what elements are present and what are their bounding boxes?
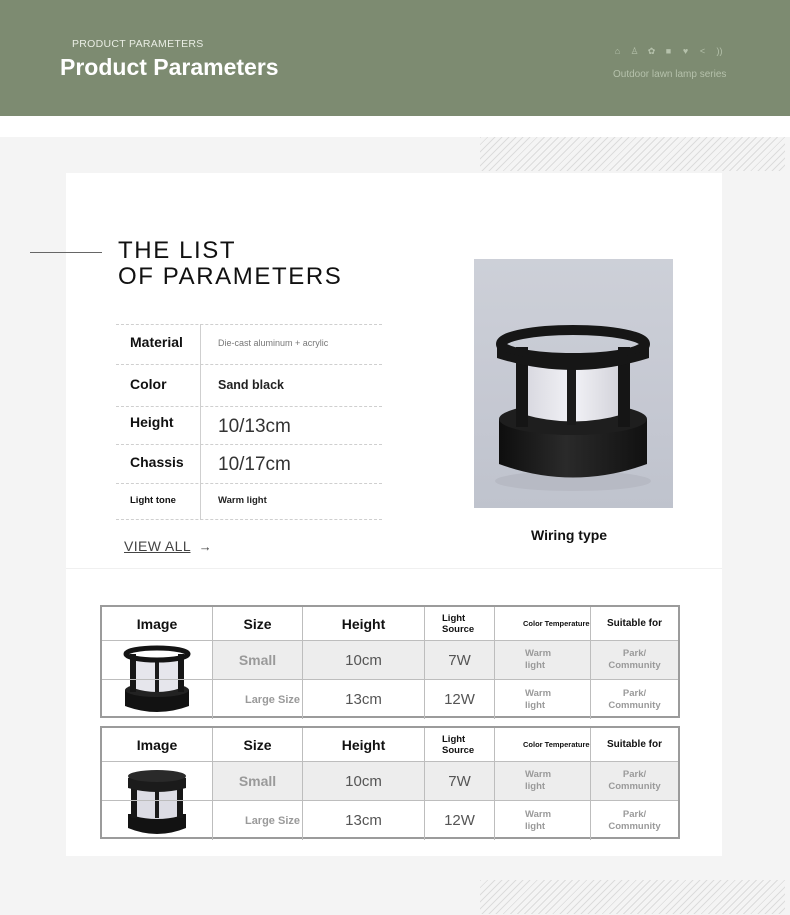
- param-label: Chassis: [130, 454, 184, 470]
- cell-suitable-for: [590, 680, 678, 719]
- col-header-size: Size: [212, 728, 302, 761]
- cell-color-temperature: [494, 762, 590, 800]
- cell-suit-text: Park/ Community: [608, 808, 661, 832]
- cell-size: Small: [212, 641, 302, 679]
- header-subtitle: PRODUCT PARAMETERS: [72, 38, 204, 50]
- col-header-suitable-for: Suitable for: [590, 607, 678, 640]
- home-icon[interactable]: ⌂: [614, 46, 621, 56]
- cell-light-source: 7W: [424, 641, 494, 679]
- share-icon[interactable]: <: [699, 46, 706, 56]
- col-header-light-source: Light Source: [424, 728, 494, 761]
- cell-size: Large Size: [212, 680, 302, 719]
- cell-height: 10cm: [302, 762, 424, 800]
- spec-row: [102, 641, 678, 680]
- col-header-size: Size: [212, 607, 302, 640]
- cell-suitable-for: [590, 762, 678, 800]
- cell-size: Small: [212, 762, 302, 800]
- param-value: 10/17cm: [218, 454, 291, 475]
- cell-light-source: 12W: [424, 801, 494, 840]
- lawn-lamp-illustration: [474, 259, 673, 508]
- param-row: [116, 364, 382, 406]
- cell-light-source: 7W: [424, 762, 494, 800]
- header-icon-row: [612, 46, 725, 57]
- param-row: [116, 324, 382, 364]
- title-rule: [30, 252, 102, 253]
- user-icon[interactable]: ♙: [630, 46, 639, 56]
- rss-icon[interactable]: )): [716, 46, 723, 56]
- list-title-line2: OF PARAMETERS: [118, 263, 343, 290]
- cell-color-temperature: [494, 801, 590, 840]
- decorative-stripes-top: [480, 137, 785, 171]
- param-value: Sand black: [218, 378, 284, 392]
- param-row: [116, 483, 382, 520]
- cell-temp-text: Warm light: [525, 769, 552, 792]
- cell-size: Large Size: [212, 801, 302, 840]
- twitter-icon[interactable]: ♥: [682, 46, 689, 56]
- param-label: Color: [130, 376, 167, 392]
- product-photo: [474, 259, 673, 508]
- view-all-label: VIEW ALL: [124, 538, 191, 554]
- col-header-height: Height: [302, 607, 424, 640]
- list-title: [118, 238, 342, 290]
- param-label: Material: [130, 334, 183, 350]
- view-all-link[interactable]: [124, 538, 212, 554]
- col-header-color-temperature: Color Temperature: [494, 607, 590, 640]
- product-caption: Wiring type: [531, 527, 608, 543]
- param-row: [116, 444, 382, 483]
- spec-header-row: [102, 607, 678, 641]
- param-label: Height: [130, 414, 174, 430]
- spec-header-row: [102, 728, 678, 762]
- col-header-height: Height: [302, 728, 424, 761]
- col-header-color-temperature: Color Temperature: [494, 728, 590, 761]
- col-header-image: Image: [136, 615, 178, 632]
- spec-table-1: [100, 605, 680, 718]
- col-header-suitable-for: Suitable for: [590, 728, 678, 761]
- param-row: [116, 406, 382, 444]
- param-value: 10/13cm: [218, 416, 291, 437]
- cell-temp-text: Warm light: [525, 648, 552, 671]
- section-divider: [66, 568, 722, 569]
- cell-suit-text: Park/ Community: [608, 687, 661, 711]
- spec-row: [102, 801, 678, 840]
- header-title: Product Parameters: [60, 54, 279, 80]
- col-header-image: Image: [136, 736, 178, 753]
- cell-suit-text: Park/ Community: [608, 769, 661, 792]
- cell-temp-text: Warm light: [525, 687, 552, 711]
- list-title-line1: THE LIST: [118, 237, 237, 264]
- arrow-right-icon: →: [198, 539, 213, 554]
- param-value: Die-cast aluminum + acrylic: [218, 338, 329, 348]
- col-header-light-source: Light Source: [424, 607, 494, 640]
- cell-height: 13cm: [302, 801, 424, 840]
- header-banner: [0, 0, 790, 116]
- decorative-stripes-bottom: [480, 880, 785, 914]
- spec-table-2: [100, 726, 680, 839]
- param-label: Light tone: [130, 495, 176, 506]
- cell-color-temperature: [494, 680, 590, 719]
- spec-row: [102, 762, 678, 801]
- cell-suitable-for: [590, 801, 678, 840]
- parameter-list: [116, 324, 382, 520]
- param-value: Warm light: [218, 495, 267, 506]
- cell-height: 13cm: [302, 680, 424, 719]
- cell-suitable-for: [590, 641, 678, 679]
- cell-height: 10cm: [302, 641, 424, 679]
- settings-icon[interactable]: ✿: [647, 46, 656, 56]
- cell-temp-text: Warm light: [525, 808, 552, 832]
- cell-color-temperature: [494, 641, 590, 679]
- header-series: Outdoor lawn lamp series: [613, 69, 727, 80]
- facebook-icon[interactable]: ■: [665, 46, 672, 56]
- param-divider: [200, 324, 201, 520]
- spec-row: [102, 680, 678, 719]
- cell-suit-text: Park/ Community: [608, 648, 661, 671]
- cell-light-source: 12W: [424, 680, 494, 719]
